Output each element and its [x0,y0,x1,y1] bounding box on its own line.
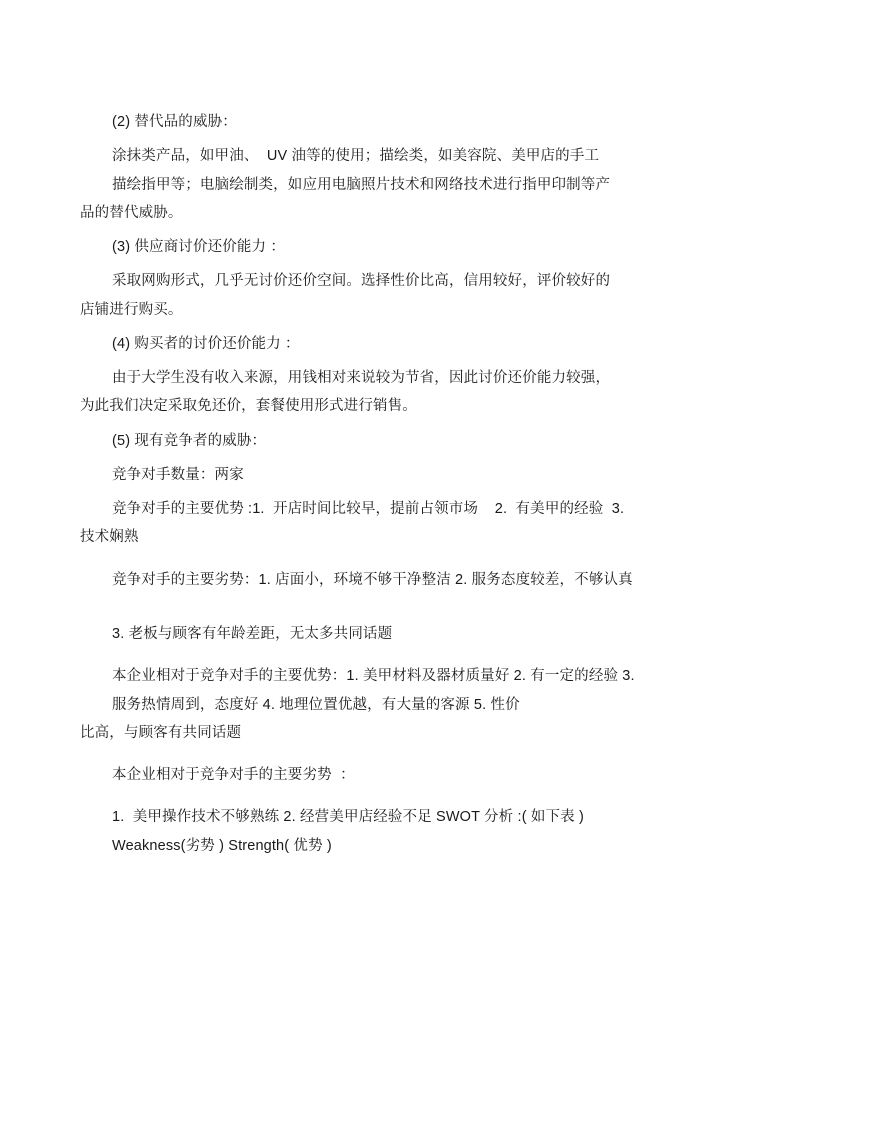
paragraph-buyer-power-line1: 由于大学生没有收入来源，用钱相对来说较为节省，因此讨价还价能力较强， [112,370,611,387]
paragraph-buyer-power-heading: (4) 购买者的讨价还价能力 ： [112,335,300,352]
paragraph-own-strengths-line2: 服务热情周到，态度好 4. 地理位置优越，有大量的客源 5. 性价 [112,696,520,713]
paragraph-substitute-threat-line3: 品的替代威胁。 [80,204,183,221]
paragraph-own-strengths-line3: 比高，与顾客有共同话题 [80,724,242,741]
paragraph-existing-competitor-heading: (5) 现有竞争者的威胁： [112,432,267,449]
paragraph-own-weaknesses-line1: 1. 美甲操作技术不够熟练 2. 经营美甲店经验不足 SWOT 分析 :( 如下表 ) [112,809,584,826]
paragraph-competitor-strengths-line1: 竞争对手的主要优势 :1. 开店时间比较早，提前占领市场 2. 有美甲的经验 3. [112,501,625,518]
paragraph-supplier-power-line2: 店铺进行购买。 [80,301,183,318]
paragraph-own-strengths-line1: 本企业相对于竞争对手的主要优势：1. 美甲材料及器材质量好 2. 有一定的经验 3. [112,668,635,685]
spacer-line [80,594,806,620]
paragraph-supplier-power-heading: (3) 供应商讨价还价能力 ： [112,239,286,256]
paragraph-swot-axis-labels: Weakness(劣势 ) Strength( 优势 ) [112,837,332,854]
paragraph-competitor-weaknesses-line2: 3. 老板与顾客有年龄差距，无太多共同话题 [112,625,393,642]
paragraph-substitute-threat-line1: 涂抹类产品，如甲油、 UV 油等的使用；描绘类，如美容院、美甲店的手工 [112,148,600,165]
paragraph-substitute-threat-heading: (2) 替代品的威胁： [112,114,237,130]
paragraph-buyer-power-line2: 为此我们决定采取免还价，套餐使用形式进行销售。 [80,398,417,415]
paragraph-competitor-weaknesses-line1: 竞争对手的主要劣势：1. 店面小，环境不够干净整洁 2. 服务态度较差，不够认真 [112,571,633,588]
paragraph-competitor-count: 竞争对手数量：两家 [112,466,244,483]
paragraph-substitute-threat-line2: 描绘指甲等；电脑绘制类，如应用电脑照片技术和网络技术进行指甲印制等产 [112,176,611,193]
paragraph-supplier-power-line1: 采取网购形式，几乎无讨价还价空间。选择性价比高，信用较好，评价较好的 [112,273,611,290]
paragraph-own-weaknesses-heading: 本企业相对于竞争对手的主要劣势 ： [112,767,355,784]
paragraph-competitor-strengths-line2: 技术娴熟 [80,529,139,546]
document-body [80,108,806,860]
